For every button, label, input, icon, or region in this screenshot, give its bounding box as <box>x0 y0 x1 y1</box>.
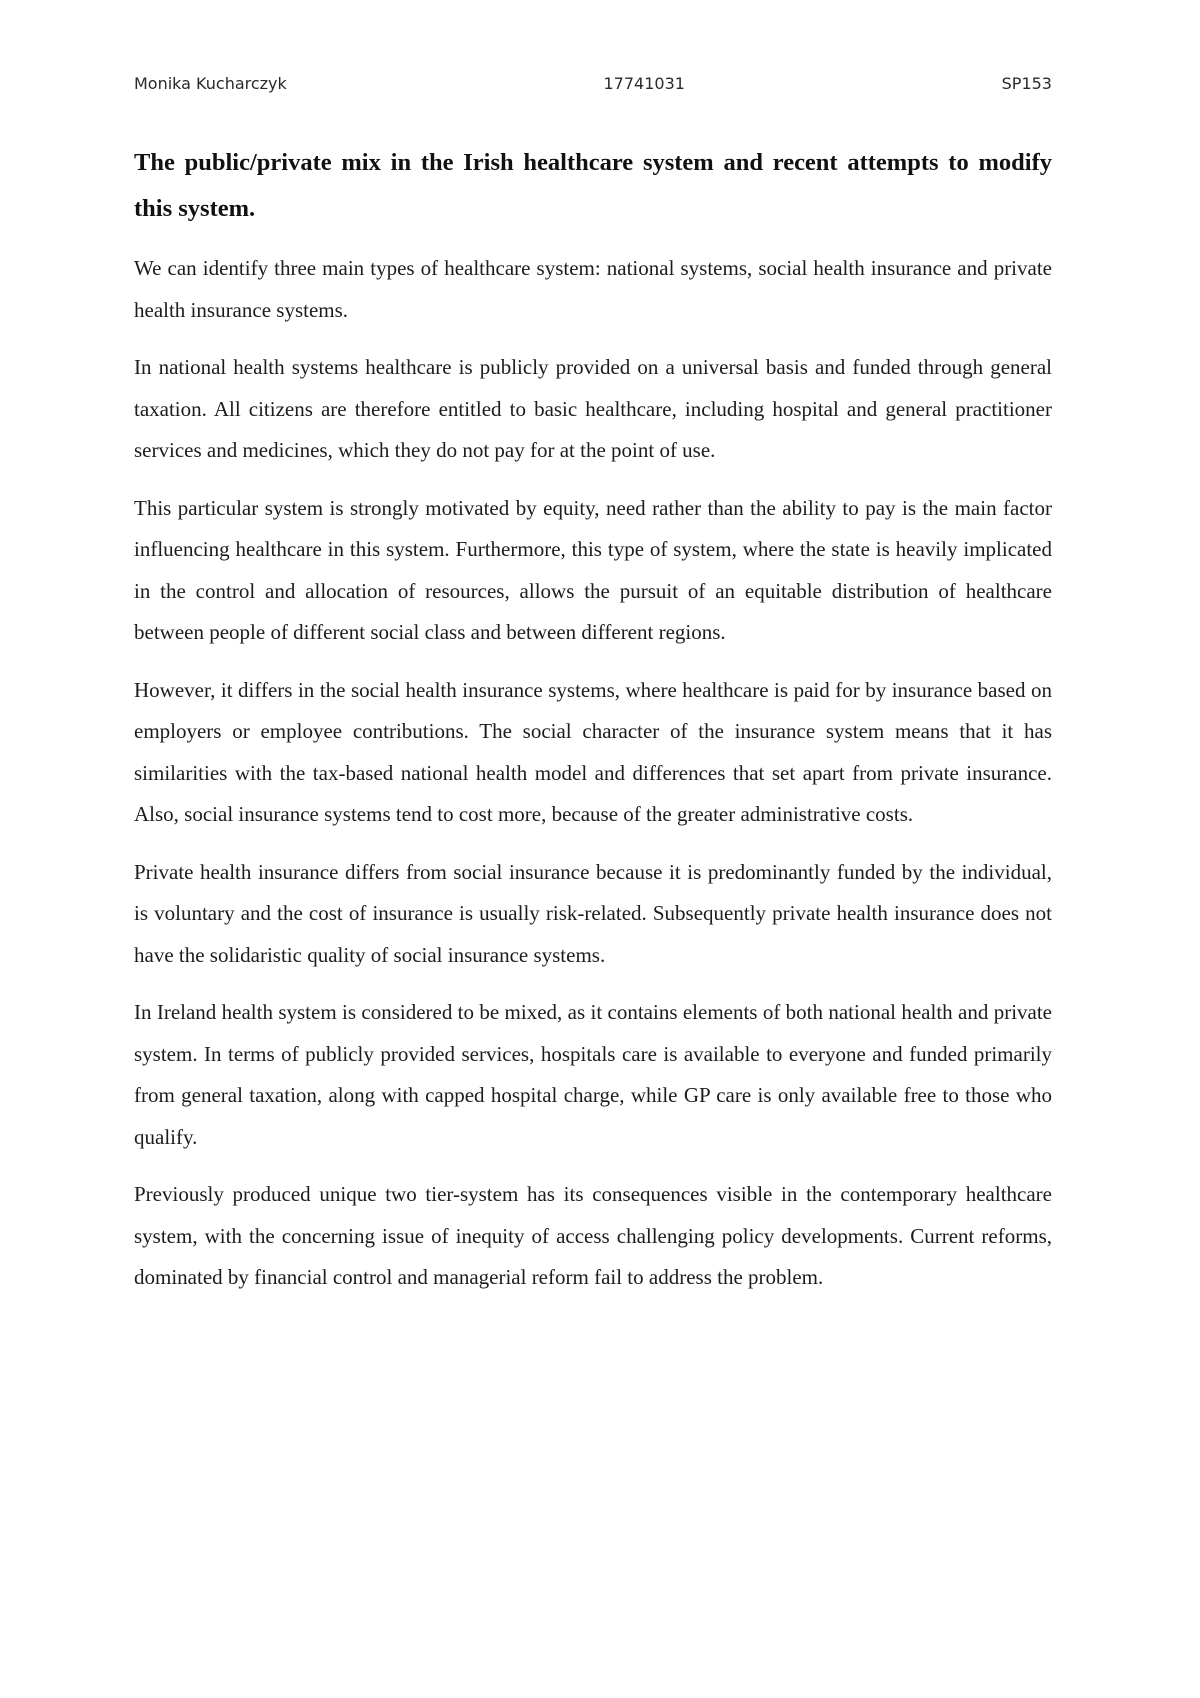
paragraph-1: We can identify three main types of healthcare system: national systems, social health insurance and private health insurance systems. <box>134 256 1052 322</box>
running-header <box>134 74 1052 93</box>
document-title: The public/private mix in the Irish healthcare system and recent attempts to modify this system. <box>134 149 1052 222</box>
paragraph-2: In national health systems healthcare is publicly provided on a universal basis and funded through general taxation. All citizens are therefore entitled to basic healthcare, including hospital and general practitioner services and medicines, which they do not pay for at the point of use. <box>134 355 1052 462</box>
header-author: Monika Kucharczyk <box>134 74 287 93</box>
paragraph-6: In Ireland health system is considered to be mixed, as it contains elements of both national health and private system. In terms of publicly provided services, hospitals care is available to everyone and funded primarily from general taxation, along with capped hospital charge, while GP care is only available free to those who qualify. <box>134 1000 1052 1149</box>
paragraph-4: However, it differs in the social health insurance systems, where healthcare is paid for by insurance based on employers or employee contributions. The social character of the insurance system means that it has similarities with the tax-based national health model and differences that set apart from private insurance. Also, social insurance systems tend to cost more, because of the greater administrative costs. <box>134 677 1052 826</box>
paragraph-3: This particular system is strongly motivated by equity, need rather than the ability to pay is the main factor influencing healthcare in this system. Furthermore, this type of system, where the state is heavily implicated in the control and allocation of resources, allows the pursuit of an equitable distribution of healthcare between people of different social class and between different regions. <box>134 495 1052 644</box>
header-course-code: SP153 <box>1001 74 1052 93</box>
paragraph-5: Private health insurance differs from social insurance because it is predominantly funded by the individual, is voluntary and the cost of insurance is usually risk-related. Subsequently private health insurance does not have the solidaristic quality of social insurance systems. <box>134 859 1052 967</box>
document-body <box>134 140 1052 1315</box>
header-student-id: 17741031 <box>603 74 685 93</box>
paragraph-7: Previously produced unique two tier-system has its consequences visible in the contemporary healthcare system, with the concerning issue of inequity of access challenging policy developments. Current reforms, dominated by financial control and managerial reform fail to address the problem. <box>134 1182 1052 1289</box>
